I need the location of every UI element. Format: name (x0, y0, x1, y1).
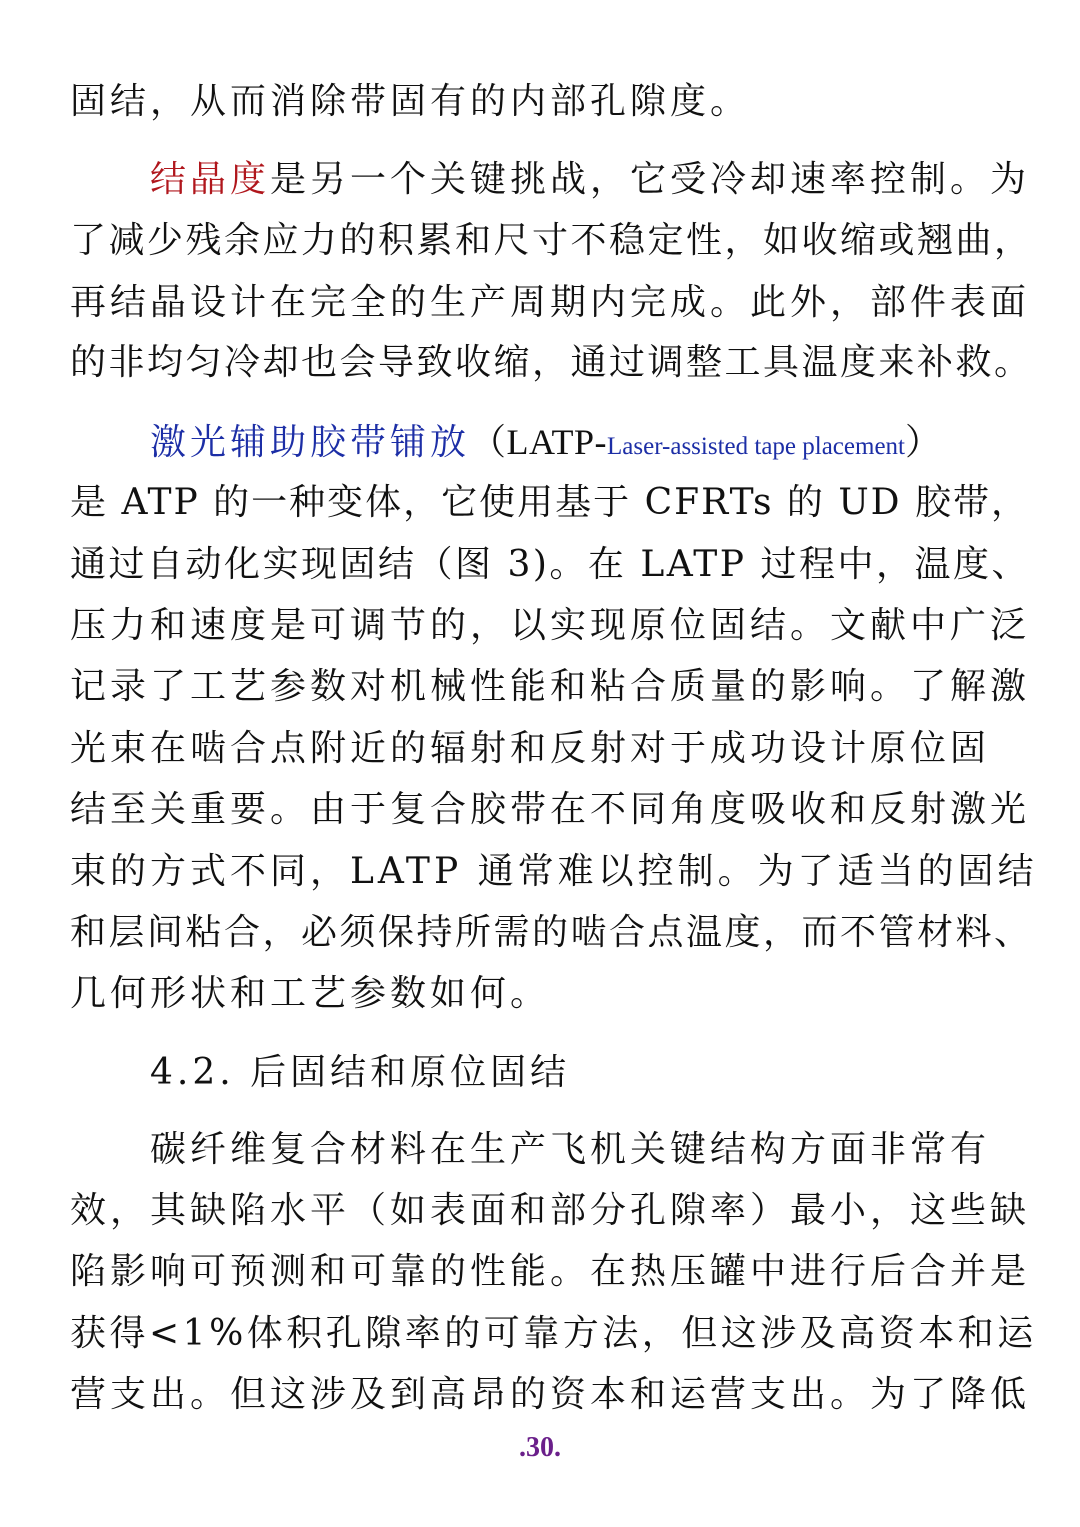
latp-english-term: Laser-assisted tape placement (607, 433, 905, 460)
term-crystallinity: 结晶度 (150, 159, 271, 200)
text-line: 束的方式不同，LATP 通常难以控制。为了适当的固结 (70, 851, 1038, 892)
text-line: 几何形状和工艺参数如何。 (70, 973, 551, 1014)
text-line: 了减少残余应力的积累和尺寸不稳定性，如收缩或翘曲， (70, 220, 1033, 261)
text-line: 陷影响可预测和可靠的性能。在热压罐中进行后合并是 (70, 1251, 1031, 1292)
term-latp: 激光辅助胶带铺放 (150, 422, 471, 463)
text-line: 是另一个关键挑战，它受冷却速率控制。为 (270, 159, 1031, 200)
text-line: 和层间粘合，必须保持所需的啮合点温度，而不管材料、 (70, 912, 1033, 953)
text-line: 光束在啮合点附近的辐射和反射对于成功设计原位固 (70, 728, 991, 769)
text-line: 的非均匀冷却也会导致收缩，通过调整工具温度来补救。 (70, 342, 1033, 383)
text-line: 记录了工艺参数对机械性能和粘合质量的影响。了解激 (70, 666, 1031, 707)
text-line: 是 ATP 的一种变体，它使用基于 CFRTs 的 UD 胶带， (70, 482, 1029, 523)
text-line: 结至关重要。由于复合胶带在不同角度吸收和反射激光 (70, 789, 1031, 830)
paragraph-crystallinity-first-line (150, 160, 1030, 200)
text-line: 碳纤维复合材料在生产飞机关键结构方面非常有 (150, 1129, 991, 1170)
page-number: .30. (519, 1432, 561, 1463)
text-line: 营支出。但这涉及到高昂的资本和运营支出。为了降低 (70, 1374, 1031, 1415)
text-line: 效，其缺陷水平（如表面和部分孔隙率）最小，这些缺 (70, 1190, 1031, 1231)
text-line: 固结，从而消除带固有的内部孔隙度。 (70, 81, 751, 122)
latp-open: （LATP- (470, 422, 608, 462)
text-line: 获得<1%体积孔隙率的可靠方法，但这涉及高资本和运 (70, 1313, 1037, 1354)
text-line: 压力和速度是可调节的，以实现原位固结。文献中广泛 (70, 605, 1031, 646)
text-line: 通过自动化实现固结（图 3)。在 LATP 过程中，温度、 (70, 544, 1030, 585)
paragraph-latp-first-line (150, 422, 1030, 467)
section-heading: 4.2. 后固结和原位固结 (150, 1052, 571, 1093)
latp-close: ） (905, 422, 942, 462)
text-line: 再结晶设计在完全的生产周期内完成。此外，部件表面 (70, 282, 1031, 323)
